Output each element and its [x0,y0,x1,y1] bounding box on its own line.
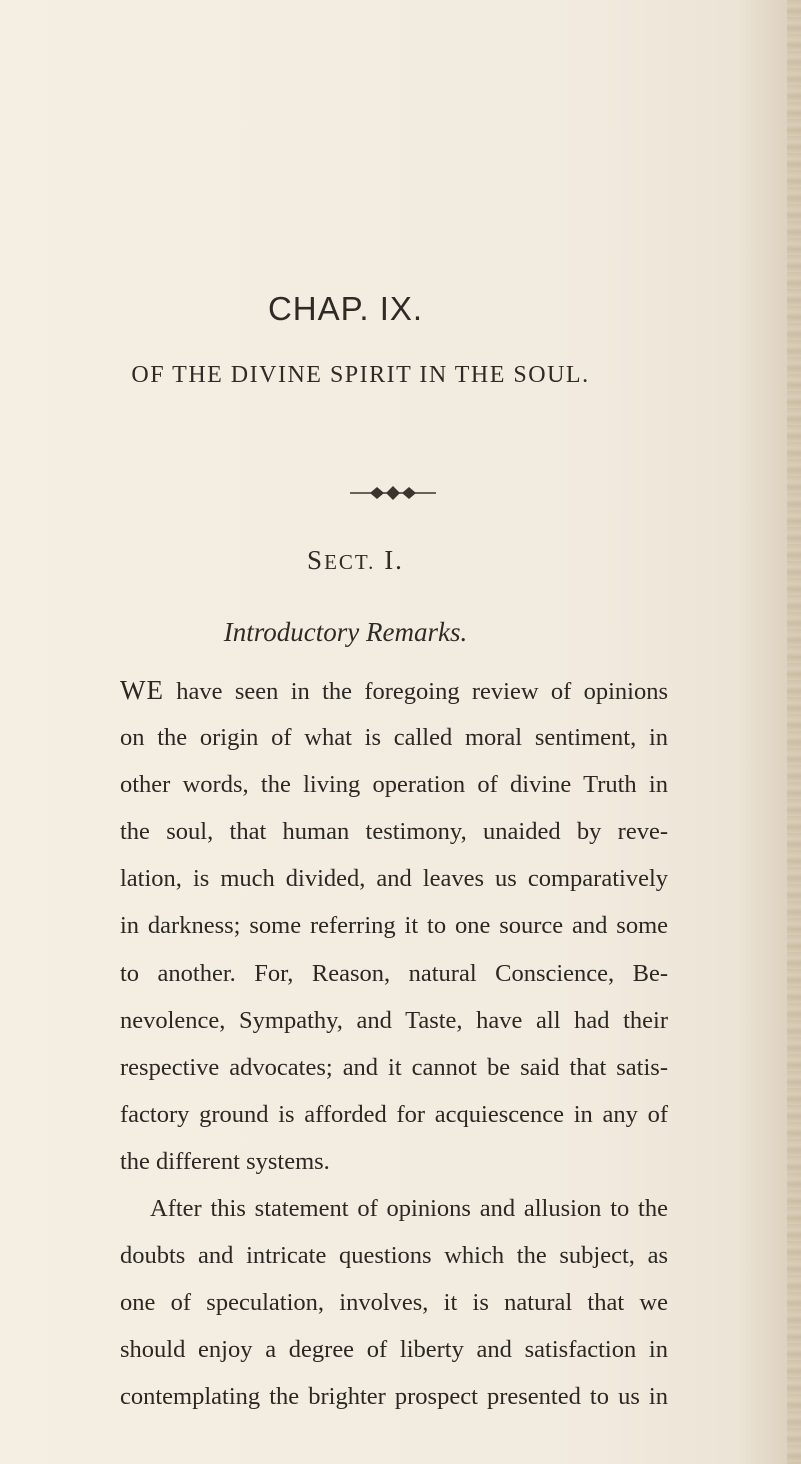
drop-cap: WE [120,675,164,705]
text-line: contemplating the brighter prospect presented to us in [120,1383,668,1411]
text-line-rest: have seen in the foregoing review of opinions [163,678,668,705]
ornament-divider-icon [348,484,438,502]
text-line: doubts and intricate questions which the subject, as [120,1242,668,1270]
page-edge [787,0,801,1464]
text-line: After this statement of opinions and allusion to the [150,1195,668,1223]
section-number: I. [384,545,404,575]
text-line: factory ground is afforded for acquiescence in any of [120,1100,668,1128]
text-line: the different systems. [120,1147,330,1175]
text-line: one of speculation, involves, it is natural that we [120,1289,668,1317]
text-line: nevolence, Sympathy, and Taste, have all had their [120,1006,668,1034]
chapter-title: CHAP. IX. [267,290,424,327]
text-line: other words, the living operation of divine Truth in [120,771,668,799]
section-title: Introductory Remarks. [223,617,468,647]
text-line: the soul, that human testimony, unaided by reve- [120,818,668,846]
text-line: lation, is much divided, and leaves us comparatively [120,865,668,893]
section-heading [0,545,756,576]
text-line: should enjoy a degree of liberty and satisfaction in [120,1336,668,1364]
text-line: on the origin of what is called moral sentiment, in [120,724,668,752]
body-text [120,667,668,1421]
section-heading-rest: ECT. [324,550,376,574]
text-line: respective advocates; and it cannot be said that satis- [120,1053,668,1081]
section-heading-initial: S [307,545,325,575]
text-line: to another. For, Reason, natural Conscience, Be- [120,959,668,987]
text-line [120,667,668,714]
chapter-subtitle: OF THE DIVINE SPIRIT IN THE SOUL. [131,362,590,388]
text-line: in darkness; some referring it to one source and some [120,912,668,940]
